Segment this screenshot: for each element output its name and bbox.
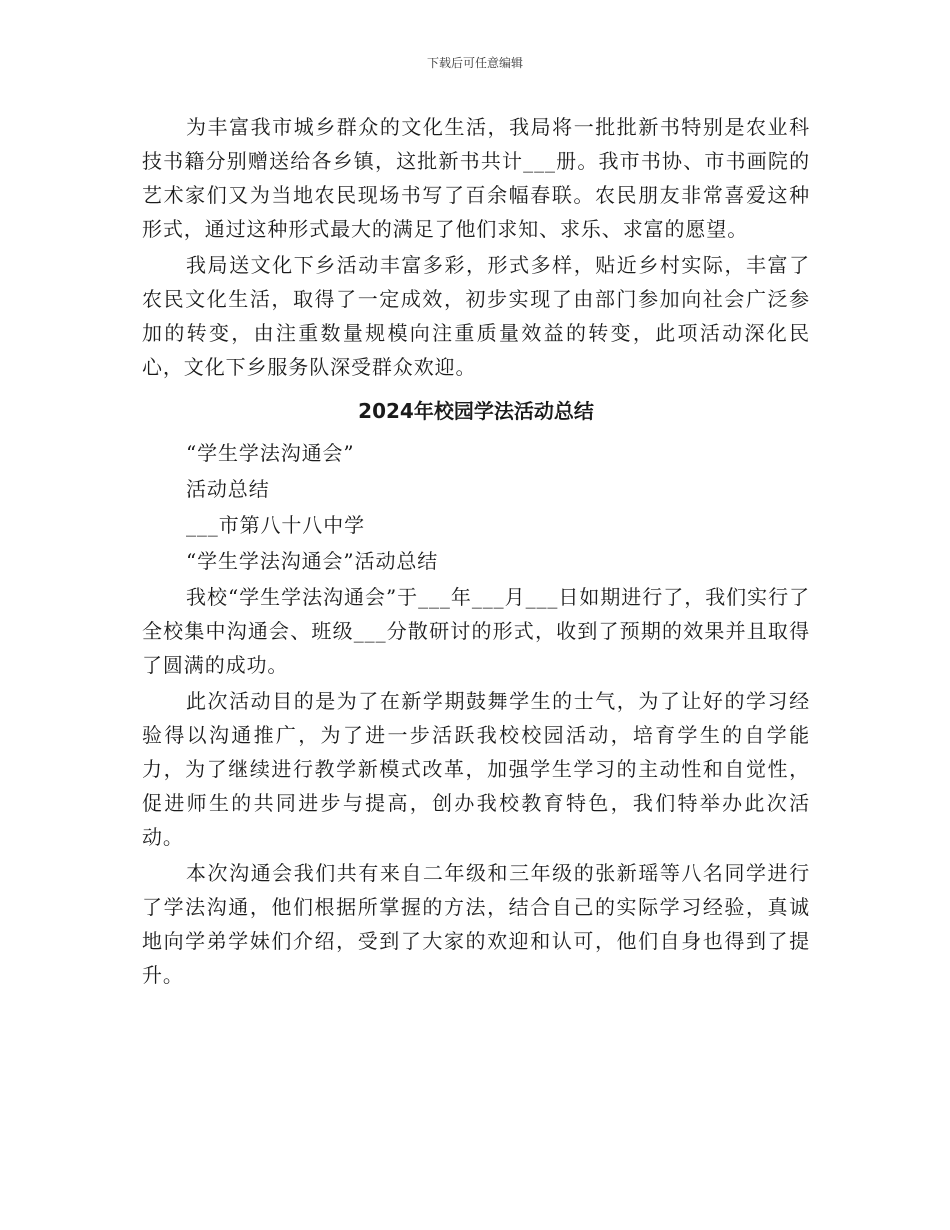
paragraph: 为丰富我市城乡群众的文化生活，我局将一批批新书特别是农业科技书籍分别赠送给各乡镇，这批新书共计___册。我市书协、市书画院的艺术家们又为当地农民现场书写了百余幅春联。农民朋友非常喜爱这种形式，通过这种形式最大的满足了他们求知、求乐、求富的愿望。 (142, 115, 810, 241)
subtitle-line: “学生学法沟通会”活动总结 (186, 549, 439, 573)
section-title: 2024年校园学法活动总结 (358, 399, 594, 423)
document-body (142, 110, 810, 994)
paragraph: 本次沟通会我们共有来自二年级和三年级的张新瑶等八名同学进行了学法沟通，他们根据所掌握的方法，结合自己的实际学习经验，真诚地向学弟学妹们介绍，受到了大家的欢迎和认可，他们自身也得到了提升。 (142, 861, 810, 987)
paragraph: 我校“学生学法沟通会”于___年___月___日如期进行了，我们实行了全校集中沟通会、班级___分散研讨的形式，收到了预期的效果并且取得了圆满的成功。 (142, 585, 810, 677)
paragraph: 我局送文化下乡活动丰富多彩，形式多样，贴近乡村实际，丰富了农民文化生活，取得了一定成效，初步实现了由部门参加向社会广泛参加的转变，由注重数量规模向注重质量效益的转变，此项活动深化民心，文化下乡服务队深受群众欢迎。 (142, 253, 810, 379)
school-line: ___市第八十八中学 (186, 513, 365, 537)
paragraph: 此次活动目的是为了在新学期鼓舞学生的士气，为了让好的学习经验得以沟通推广，为了进一步活跃我校校园活动，培育学生的自学能力，为了继续进行教学新模式改革，加强学生学习的主动性和自觉性，促进师生的共同进步与提高，创办我校教育特色，我们特举办此次活动。 (142, 689, 810, 849)
subtitle-line: 活动总结 (186, 477, 270, 501)
header-note: 下载后可任意编辑 (426, 56, 523, 70)
subtitle-line: “学生学法沟通会” (186, 441, 355, 465)
